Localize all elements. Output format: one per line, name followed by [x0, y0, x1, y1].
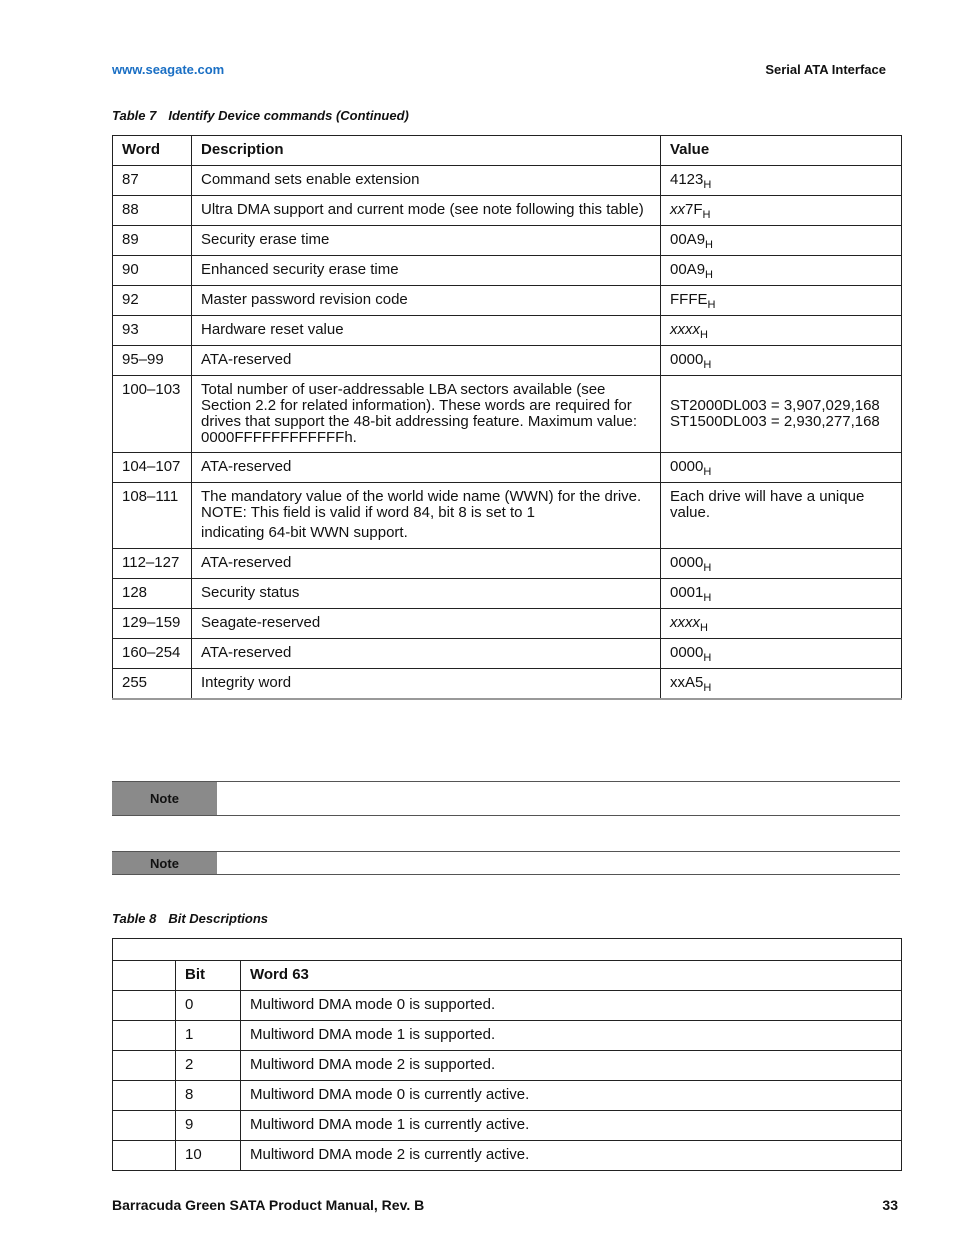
hex-subscript: H — [702, 209, 711, 221]
table8-caption-title: Bit Descriptions — [168, 911, 269, 926]
word-cell: 100–103 — [113, 376, 192, 453]
identify-device-table — [112, 135, 902, 700]
description-cell — [192, 166, 661, 196]
empty-cell — [113, 1111, 176, 1141]
hex-subscript: H — [703, 466, 712, 478]
description-cell — [192, 669, 661, 700]
value-text: 4123 — [670, 171, 704, 188]
hex-subscript: H — [703, 359, 712, 371]
table-row — [113, 1111, 902, 1141]
note-row — [112, 781, 900, 816]
empty-cell — [113, 1141, 176, 1171]
description-text: ATA-reserved — [201, 554, 292, 571]
table-row — [113, 346, 902, 376]
spacer-cell — [113, 939, 902, 961]
hex-subscript: H — [705, 269, 713, 281]
value-cell — [661, 609, 902, 639]
word-cell: 129–159 — [113, 609, 192, 639]
description-text: ATA-reserved — [201, 458, 292, 475]
value-cell — [661, 166, 902, 196]
column-header-word: Word — [113, 136, 192, 166]
table-row — [113, 609, 902, 639]
value-text: FFFE — [670, 291, 708, 308]
bit-cell: 0 — [176, 991, 241, 1021]
table-row — [113, 1021, 902, 1051]
hex-subscript: H — [703, 592, 712, 604]
value-placeholder-text: xxxx — [670, 614, 700, 631]
hex-subscript: H — [703, 682, 712, 694]
table-row — [113, 579, 902, 609]
description-text-continued: indicating 64-bit WWN support. — [201, 524, 408, 541]
table-row — [113, 256, 902, 286]
hex-subscript: H — [707, 299, 716, 311]
word-cell: 255 — [113, 669, 192, 700]
section-title: Serial ATA Interface — [765, 62, 886, 77]
table7-caption-number: Table 7 — [112, 108, 157, 123]
description-text: Hardware reset value — [201, 321, 344, 338]
value-cell — [661, 196, 902, 226]
bit-description-cell: Multiword DMA mode 1 is supported. — [241, 1021, 902, 1051]
empty-cell — [113, 1051, 176, 1081]
description-cell — [192, 453, 661, 483]
word-cell: 108–111 — [113, 483, 192, 549]
word-cell: 87 — [113, 166, 192, 196]
value-cell — [661, 639, 902, 669]
column-header-value: Value — [661, 136, 902, 166]
value-cell — [661, 346, 902, 376]
value-text: ST1500DL003 = 2,930,277,168 — [670, 413, 880, 430]
table7-caption-title: Identify Device commands (Continued) — [168, 108, 409, 123]
column-header-word63: Word 63 — [241, 961, 902, 991]
value-cell — [661, 579, 902, 609]
word-cell: 95–99 — [113, 346, 192, 376]
table-row — [113, 453, 902, 483]
word-cell: 112–127 — [113, 549, 192, 579]
description-cell — [192, 549, 661, 579]
value-cell — [661, 483, 902, 549]
table-row — [113, 639, 902, 669]
website-link[interactable]: www.seagate.com — [112, 62, 225, 77]
table-row — [113, 669, 902, 700]
description-text: ATA-reserved — [201, 644, 292, 661]
description-text: Master password revision code — [201, 291, 408, 308]
table-header-row — [113, 961, 902, 991]
table-header-row — [113, 136, 902, 166]
table-row — [113, 316, 902, 346]
table-row — [113, 1081, 902, 1111]
description-cell — [192, 286, 661, 316]
value-text: 0000 — [670, 351, 704, 368]
value-text: 0000 — [670, 644, 704, 661]
table8-caption-number: Table 8 — [112, 911, 157, 926]
value-cell — [661, 286, 902, 316]
column-header-description: Description — [192, 136, 661, 166]
value-text: ST2000DL003 = 3,907,029,168 — [670, 397, 880, 414]
value-text: 0000 — [670, 554, 704, 571]
table-row — [113, 1141, 902, 1171]
value-text: Each drive will have a unique value. — [670, 488, 865, 521]
table-row — [113, 991, 902, 1021]
value-placeholder-text: xx — [670, 201, 685, 218]
table-row — [113, 1051, 902, 1081]
value-cell — [661, 226, 902, 256]
bit-description-cell: Multiword DMA mode 2 is supported. — [241, 1051, 902, 1081]
description-cell — [192, 639, 661, 669]
value-text: 00A9 — [670, 261, 706, 278]
bit-cell: 8 — [176, 1081, 241, 1111]
table8-caption — [112, 911, 268, 926]
description-cell — [192, 609, 661, 639]
table-row — [113, 286, 902, 316]
word-cell: 90 — [113, 256, 192, 286]
table-row — [113, 376, 902, 453]
hex-subscript: H — [703, 562, 712, 574]
table-row — [113, 196, 902, 226]
table-row — [113, 483, 902, 549]
table-spacer-row — [113, 939, 902, 961]
description-cell — [192, 256, 661, 286]
description-text: Seagate-reserved — [201, 614, 321, 631]
word-cell: 89 — [113, 226, 192, 256]
description-cell — [192, 376, 661, 453]
bit-description-cell: Multiword DMA mode 2 is currently active. — [241, 1141, 902, 1171]
value-cell — [661, 453, 902, 483]
hex-subscript: H — [700, 622, 708, 634]
description-text: Total number of user-addressable LBA sectors available (see Section 2.2 for related information). These words are required for drives that support the 48-bit addressing feature. Maximum value: 0000FFFFFFFFFFFFh. — [201, 381, 638, 446]
description-cell — [192, 579, 661, 609]
note-row — [112, 851, 900, 875]
description-cell — [192, 483, 661, 549]
empty-cell — [113, 1081, 176, 1111]
bit-descriptions-table — [112, 938, 902, 1171]
description-cell — [192, 316, 661, 346]
word-cell: 104–107 — [113, 453, 192, 483]
bit-cell: 10 — [176, 1141, 241, 1171]
hex-subscript: H — [705, 239, 713, 251]
table-row — [113, 166, 902, 196]
table-row — [113, 226, 902, 256]
value-cell — [661, 256, 902, 286]
bit-description-cell: Multiword DMA mode 1 is currently active. — [241, 1111, 902, 1141]
column-header-bit: Bit — [176, 961, 241, 991]
word-cell: 160–254 — [113, 639, 192, 669]
description-text: Security erase time — [201, 231, 330, 248]
bit-description-cell: Multiword DMA mode 0 is supported. — [241, 991, 902, 1021]
description-text: Enhanced security erase time — [201, 261, 399, 278]
footer-manual-title: Barracuda Green SATA Product Manual, Rev. B — [112, 1197, 425, 1213]
word-cell: 93 — [113, 316, 192, 346]
description-text: Security status — [201, 584, 300, 601]
description-cell — [192, 346, 661, 376]
bit-description-cell: Multiword DMA mode 0 is currently active. — [241, 1081, 902, 1111]
description-text: Ultra DMA support and current mode (see note following this table) — [201, 201, 644, 218]
word-cell: 88 — [113, 196, 192, 226]
value-text: 00A9 — [670, 231, 706, 248]
value-text: 7F — [685, 201, 703, 218]
empty-cell — [113, 1021, 176, 1051]
word-cell: 92 — [113, 286, 192, 316]
bit-cell: 1 — [176, 1021, 241, 1051]
value-cell — [661, 549, 902, 579]
hex-subscript: H — [700, 329, 708, 341]
value-cell — [661, 316, 902, 346]
hex-subscript: H — [703, 652, 712, 664]
footer-page-number: 33 — [882, 1197, 898, 1213]
value-cell — [661, 376, 902, 453]
value-text: 0001 — [670, 584, 704, 601]
hex-subscript: H — [703, 179, 712, 191]
word-cell: 128 — [113, 579, 192, 609]
description-text: The mandatory value of the world wide name (WWN) for the drive. NOTE: This field is valid if word 84, bit 8 is set to 1 — [201, 488, 642, 521]
description-cell — [192, 226, 661, 256]
value-text: xxA5 — [670, 674, 704, 691]
description-cell — [192, 196, 661, 226]
value-placeholder-text: xxxx — [670, 321, 700, 338]
bit-cell: 2 — [176, 1051, 241, 1081]
note-label: Note — [112, 852, 217, 874]
value-text: 0000 — [670, 458, 704, 475]
empty-cell — [113, 991, 176, 1021]
empty-cell — [113, 961, 176, 991]
description-text: Integrity word — [201, 674, 292, 691]
description-text: ATA-reserved — [201, 351, 292, 368]
bit-cell: 9 — [176, 1111, 241, 1141]
description-text: Command sets enable extension — [201, 171, 420, 188]
table-row — [113, 549, 902, 579]
note-label: Note — [112, 782, 217, 815]
value-cell — [661, 669, 902, 700]
table7-caption — [112, 108, 409, 123]
